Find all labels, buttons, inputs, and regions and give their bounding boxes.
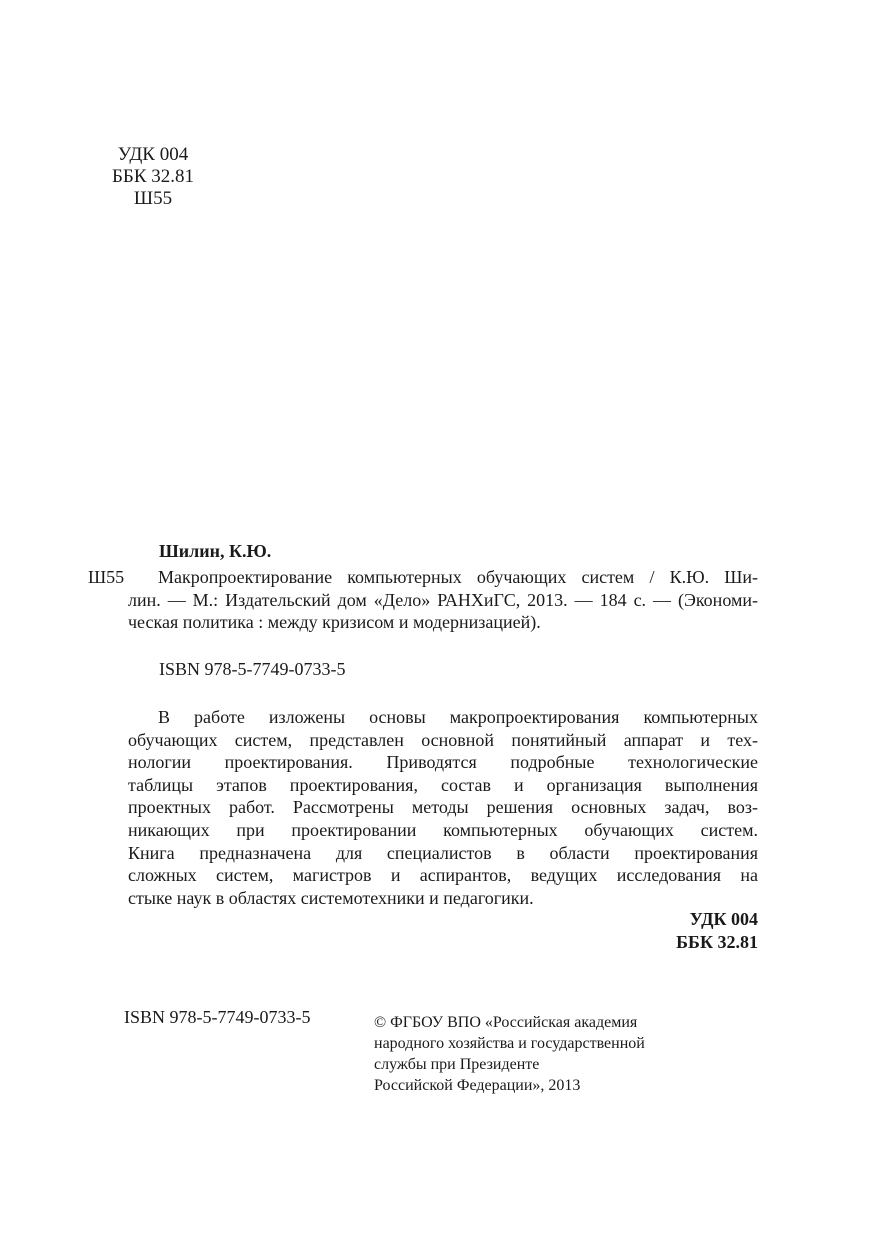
annotation-line: Книга предназначена для специалистов в области проектирования	[128, 842, 758, 863]
author-mark-code: Ш55	[133, 188, 173, 209]
annotation-line: никающих при проектировании компьютерных обучающих систем.	[128, 819, 758, 840]
biblio-author-mark: Ш55	[88, 567, 125, 587]
author-heading: Шилин, К.Ю.	[159, 541, 272, 561]
copyright-line: народного хозяйства и государственной	[374, 1035, 645, 1052]
annotation-line: проектных работ. Рассмотрены методы решения основных задач, воз-	[128, 797, 758, 818]
classification-block	[110, 144, 196, 210]
codes-right	[676, 908, 758, 954]
copyright-line: © ФГБОУ ВПО «Российская академия	[374, 1014, 638, 1031]
annotation-line: стыке наук в областях системотехники и педагогики.	[128, 887, 534, 908]
udk-code: УДК 004	[117, 144, 189, 165]
bbk-code-bold: ББК 32.81	[676, 932, 758, 952]
bibliographic-description	[128, 566, 758, 634]
bbk-code: ББК 32.81	[112, 166, 194, 187]
annotation-line: нологии проектирования. Приводятся подробные технологические	[128, 752, 758, 773]
udk-code-bold: УДК 004	[689, 909, 758, 929]
isbn: ISBN 978-5-7749-0733-5	[159, 659, 346, 679]
copyright-notice	[374, 1012, 694, 1096]
biblio-line: ческая политика : между кризисом и модернизацией).	[128, 612, 541, 632]
annotation-line: сложных систем, магистров и аспирантов, ведущих исследования на	[128, 865, 758, 886]
footer-isbn: ISBN 978-5-7749-0733-5	[124, 1007, 311, 1027]
copyright-line: службы при Президенте	[374, 1056, 540, 1073]
annotation	[128, 706, 758, 909]
copyright-line: Российской Федерации», 2013	[374, 1077, 581, 1094]
biblio-line: Макропроектирование компьютерных обучающих систем / К.Ю. Ши-	[158, 567, 758, 587]
annotation-line: таблицы этапов проектирования, состав и организация выполнения	[128, 774, 758, 795]
annotation-line: В работе изложены основы макропроектирования компьютерных	[158, 707, 758, 727]
biblio-line: лин. — М.: Издательский дом «Дело» РАНХиГС, 2013. — 184 с. — (Экономи-	[128, 589, 758, 610]
annotation-line: обучающих систем, представлен основной понятийный аппарат и тех-	[128, 729, 758, 750]
